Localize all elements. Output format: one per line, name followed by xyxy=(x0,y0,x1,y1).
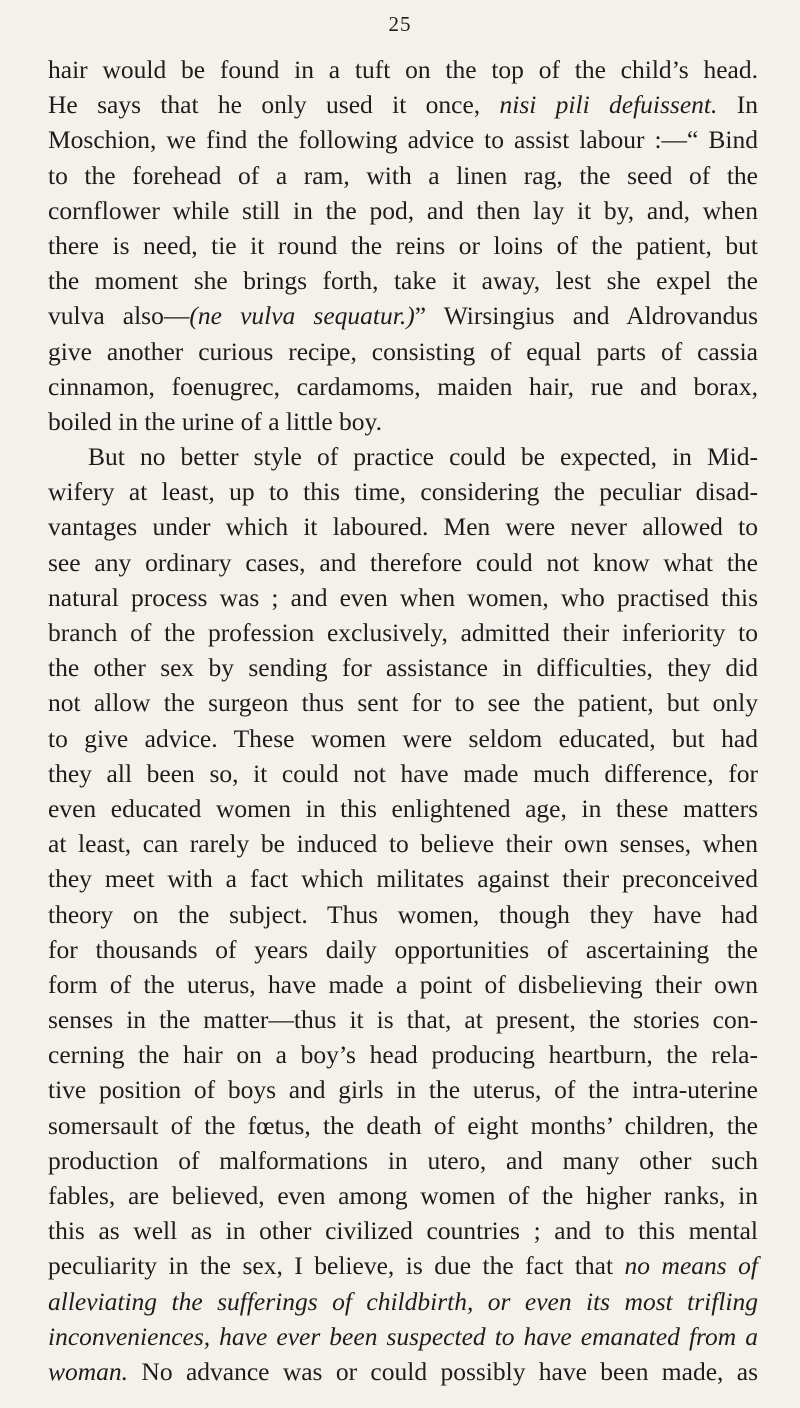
italic-text: (ne vulva sequatur.) xyxy=(189,301,415,331)
text-line xyxy=(48,1213,758,1248)
text-line xyxy=(48,650,758,685)
text-span: give another curious recipe, consisting of equal parts of cassia xyxy=(48,336,758,366)
text-span: vantages under which it laboured. Men were never allowed to xyxy=(48,512,758,542)
body-text xyxy=(48,52,758,1389)
text-line xyxy=(48,1143,758,1178)
text-span: ” Wirsingius and Aldrovandus xyxy=(414,301,759,331)
text-line xyxy=(48,1284,758,1319)
text-line xyxy=(48,967,758,1002)
italic-text: alleviating the sufferings of childbirth, or even its most trifling xyxy=(48,1286,758,1316)
italic-text: no means of xyxy=(624,1251,758,1281)
text-span: the moment she brings forth, take it away, lest she expel the xyxy=(48,266,758,296)
text-line xyxy=(48,861,758,896)
text-span: production of malformations in utero, and many other such xyxy=(48,1145,758,1175)
text-line xyxy=(48,932,758,967)
text-span: peculiarity in the sex, I believe, is due the fact that xyxy=(48,1251,625,1281)
text-line xyxy=(48,263,758,298)
text-line xyxy=(48,404,758,439)
text-line xyxy=(48,615,758,650)
text-span: see any ordinary cases, and therefore could not know what the xyxy=(48,547,758,577)
italic-text: nisi pili defuissent. xyxy=(499,90,718,120)
text-line xyxy=(48,1037,758,1072)
text-line xyxy=(48,756,758,791)
text-line xyxy=(48,509,758,544)
text-span: somersault of the fœtus, the death of eight months’ children, the xyxy=(48,1110,758,1140)
text-line xyxy=(48,1108,758,1143)
text-span: not allow the surgeon thus sent for to see the patient, but only xyxy=(48,688,758,718)
text-line xyxy=(48,158,758,193)
text-line xyxy=(48,87,758,122)
text-span: vulva also— xyxy=(48,301,190,331)
text-line xyxy=(48,897,758,932)
text-line xyxy=(48,228,758,263)
text-span: Moschion, we find the following advice to assist labour :—“ Bind xyxy=(48,125,758,155)
italic-text: inconveniences, have ever been suspected to have emanated from a xyxy=(48,1321,758,1351)
text-span: senses in the matter—thus it is that, at present, the stories con- xyxy=(48,1005,758,1035)
text-line xyxy=(48,439,758,474)
text-span: He says that he only used it once, xyxy=(48,90,500,120)
text-span: there is need, tie it round the reins or loins of the patient, but xyxy=(48,230,758,260)
text-span: they all been so, it could not have made much difference, for xyxy=(48,758,758,788)
text-line xyxy=(48,1319,758,1354)
text-span: they meet with a fact which militates against their preconceived xyxy=(48,864,758,894)
text-span: natural process was ; and even when women, who practised this xyxy=(48,582,758,612)
text-line xyxy=(48,52,758,87)
text-line xyxy=(48,1002,758,1037)
text-span: for thousands of years daily opportunities of ascertaining the xyxy=(48,934,758,964)
text-span: to the forehead of a ram, with a linen rag, the seed of the xyxy=(48,160,758,190)
text-span: to give advice. These women were seldom educated, but had xyxy=(48,723,758,753)
text-line xyxy=(48,474,758,509)
text-span: theory on the subject. Thus women, though they have had xyxy=(48,899,758,929)
text-line xyxy=(48,122,758,157)
text-span: No advance was or could possibly have been made, as xyxy=(128,1356,758,1386)
text-line xyxy=(48,1072,758,1107)
text-line xyxy=(48,580,758,615)
text-line xyxy=(48,721,758,756)
text-span: even educated women in this enlightened age, in these matters xyxy=(48,793,758,823)
text-span: the other sex by sending for assistance in difficulties, they did xyxy=(48,653,758,683)
text-span: tive position of boys and girls in the uterus, of the intra-uterine xyxy=(48,1075,758,1105)
text-span: In xyxy=(717,90,758,120)
text-line xyxy=(48,826,758,861)
text-line xyxy=(48,1354,758,1389)
text-span: boiled in the urine of a little boy. xyxy=(48,406,383,436)
text-span: hair would be found in a tuft on the top of the child’s head. xyxy=(48,55,758,84)
text-line xyxy=(48,369,758,404)
page-number: 25 xyxy=(388,12,412,36)
text-line xyxy=(48,334,758,369)
text-line xyxy=(48,1178,758,1213)
text-span: fables, are believed, even among women of the higher ranks, in xyxy=(48,1181,758,1210)
text-span: cornflower while still in the pod, and then lay it by, and, when xyxy=(48,195,758,225)
text-line xyxy=(48,298,758,333)
text-span: But no better style of practice could be expected, in Mid- xyxy=(88,442,758,472)
text-span: this as well as in other civilized countries ; and to this mental xyxy=(48,1216,758,1246)
text-span: branch of the profession exclusively, admitted their inferiority to xyxy=(48,618,758,647)
italic-text: woman. xyxy=(48,1356,129,1386)
text-line xyxy=(48,1248,758,1283)
text-line xyxy=(48,791,758,826)
text-line xyxy=(48,685,758,720)
text-span: wifery at least, up to this time, considering the peculiar disad- xyxy=(48,477,758,507)
text-line xyxy=(48,545,758,580)
text-line xyxy=(48,193,758,228)
text-span: form of the uterus, have made a point of disbelieving their own xyxy=(48,969,758,999)
text-span: at least, can rarely be induced to believe their own senses, when xyxy=(48,829,758,859)
text-span: cerning the hair on a boy’s head producing heartburn, the rela- xyxy=(48,1040,758,1070)
text-span: cinnamon, foenugrec, cardamoms, maiden hair, rue and borax, xyxy=(48,371,758,401)
